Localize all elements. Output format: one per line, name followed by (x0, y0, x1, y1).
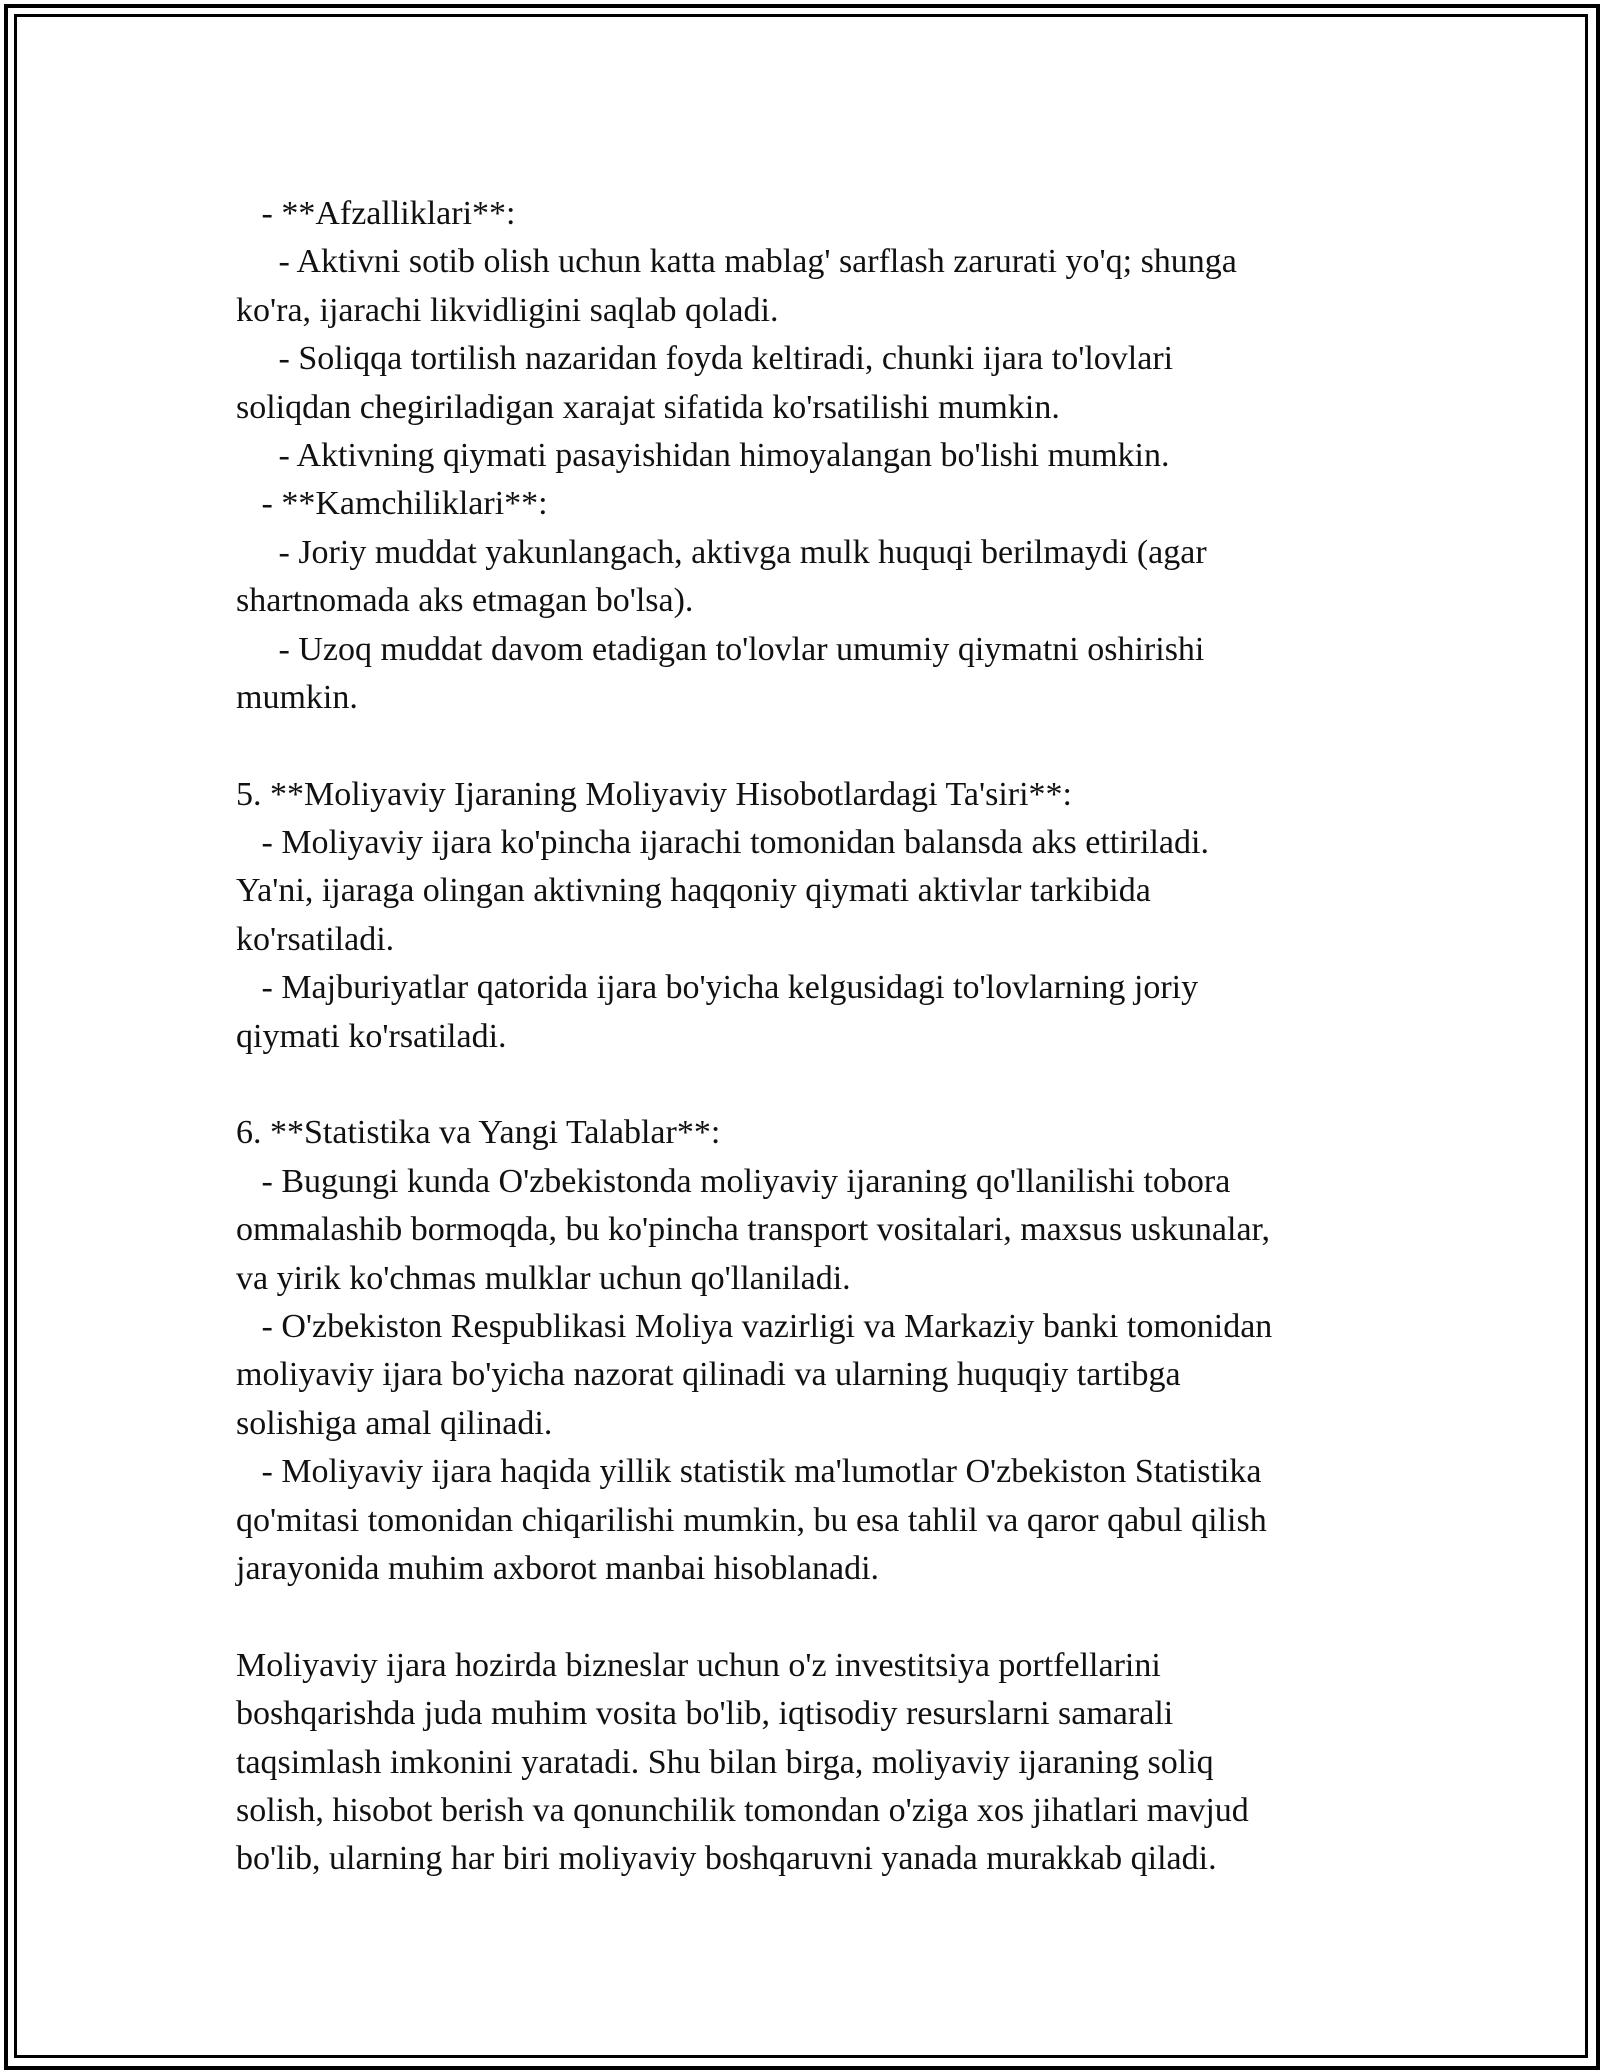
text-line: solishiga amal qilinadi. (236, 1404, 553, 1442)
text-line: Ya'ni, ijaraga olingan aktivning haqqoniy qiymati aktivlar tarkibida (236, 872, 1151, 910)
text-line: boshqarishda juda muhim vosita bo'lib, iqtisodiy resurslarni samarali (236, 1695, 1174, 1733)
text-line: - Moliyaviy ijara ko'pincha ijarachi tomonidan balansda aks ettiriladi. (236, 824, 1209, 862)
text-line: - Moliyaviy ijara haqida yillik statistik ma'lumotlar O'zbekiston Statistika (236, 1453, 1262, 1491)
text-line: qo'mitasi tomonidan chiqarilishi mumkin, bu esa tahlil va qaror qabul qilish (236, 1501, 1267, 1539)
text-line: va yirik ko'chmas mulklar uchun qo'llaniladi. (236, 1259, 851, 1297)
document-body (236, 190, 1366, 1884)
text-line: qiymati ko'rsatiladi. (236, 1017, 507, 1055)
text-line: ko'rsatiladi. (236, 920, 395, 958)
blank-line (236, 1593, 1366, 1641)
text-line: - **Afzalliklari**: (236, 195, 516, 232)
text-line: mumkin. (236, 678, 358, 716)
text-line: - **Kamchiliklari**: (236, 485, 548, 523)
text-line: - O'zbekiston Respublikasi Moliya vazirligi va Markaziy banki tomonidan (236, 1307, 1273, 1345)
text-line: - Soliqqa tortilish nazaridan foyda keltiradi, chunki ijara to'lovlari (236, 340, 1174, 378)
text-line: jarayonida muhim axborot manbai hisoblanadi. (236, 1549, 880, 1587)
text-line: soliqdan chegiriladigan xarajat sifatida ko'rsatilishi mumkin. (236, 388, 1060, 426)
text-line: taqsimlash imkonini yaratadi. Shu bilan birga, moliyaviy ijaraning soliq (236, 1743, 1214, 1781)
text-line: ko'ra, ijarachi likvidligini saqlab qoladi. (236, 291, 779, 329)
text-line: 6. **Statistika va Yangi Talablar**: (236, 1114, 721, 1152)
text-line: - Uzoq muddat davom etadigan to'lovlar umumiy qiymatni oshirishi (236, 630, 1205, 668)
text-line: moliyaviy ijara bo'yicha nazorat qilinadi va ularning huquqiy tartibga (236, 1356, 1181, 1394)
text-line: - Aktivning qiymati pasayishidan himoyalangan bo'lishi mumkin. (236, 436, 1170, 474)
text-line: solish, hisobot berish va qonunchilik tomondan o'ziga xos jihatlari mavjud (236, 1791, 1249, 1829)
text-line: - Aktivni sotib olish uchun katta mablag' sarflash zarurati yo'q; shunga (236, 243, 1237, 281)
text-line: ommalashib bormoqda, bu ko'pincha transport vositalari, maxsus uskunalar, (236, 1211, 1271, 1249)
text-line: 5. **Moliyaviy Ijaraning Moliyaviy Hisobotlardagi Ta'siri**: (236, 775, 1073, 813)
text-line: - Bugungi kunda O'zbekistonda moliyaviy ijaraning qo'llanilishi tobora (236, 1162, 1231, 1200)
text-line: Moliyaviy ijara hozirda bizneslar uchun o'z investitsiya portfellarini (236, 1646, 1161, 1684)
blank-line (236, 722, 1366, 770)
text-line: - Majburiyatlar qatorida ijara bo'yicha kelgusidagi to'lovlarning joriy (236, 969, 1199, 1007)
text-line: bo'lib, ularning har biri moliyaviy boshqaruvni yanada murakkab qiladi. (236, 1840, 1217, 1878)
blank-line (236, 1061, 1366, 1109)
text-line: - Joriy muddat yakunlangach, aktivga mulk huquqi berilmaydi (agar (236, 533, 1207, 571)
text-line: shartnomada aks etmagan bo'lsa). (236, 582, 694, 620)
